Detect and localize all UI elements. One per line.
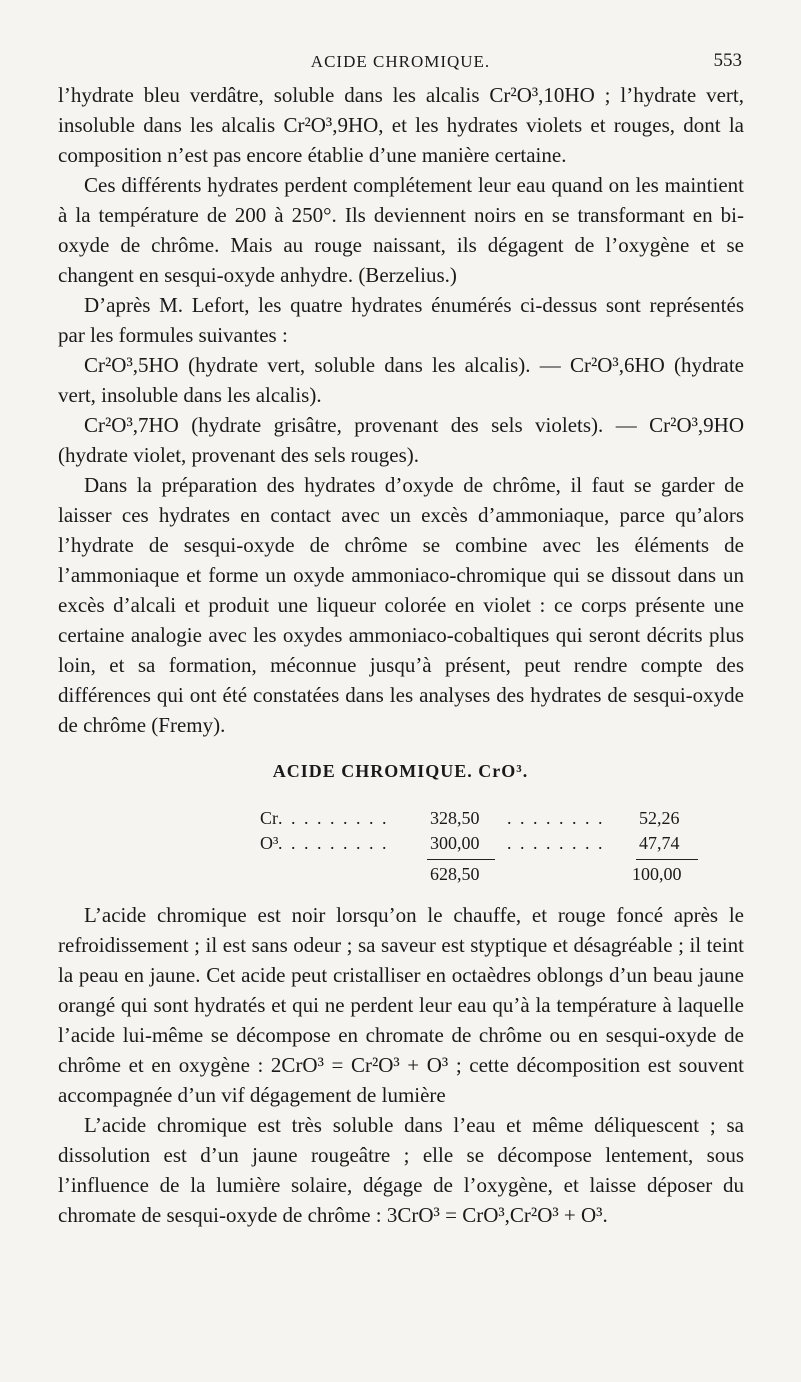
paragraph: l’hydrate bleu verdâtre, soluble dans les alcalis Cr²O³,10HO ; l’hydrate vert, insoluble dans les alcalis Cr²O³,9HO, et les hydrates violets et rouges, dont la composition n’est pas encore établie d’une manière certaine. bbox=[58, 83, 744, 167]
leader-dots: . . . . . . . . bbox=[507, 833, 605, 853]
paragraph: Cr²O³,7HO (hydrate grisâtre, provenant des sels violets). — Cr²O³,9HO (hydrate violet, provenant des sels rouges). bbox=[58, 413, 744, 467]
body-text-top bbox=[58, 80, 744, 740]
weight-value: 300,00 bbox=[430, 833, 480, 853]
total-weight: 628,50 bbox=[430, 864, 480, 884]
percent-value: 47,74 bbox=[639, 833, 680, 853]
paragraph: L’acide chromique est noir lorsqu’on le chauffe, et rouge foncé après le refroidissement ; il est sans odeur ; sa saveur est styptique et désagréable ; il teint la peau en jaune. Cet acide peut cristalliser en octaèdres oblongs d’un beau jaune orangé qui sont hydratés et qui ne perdent leur eau qu’à la température à laquelle l’acide lui-même se décompose en chromate de chrôme ou en sesqui-oxyde de chrôme et en oxygène : 2CrO³ = Cr²O³ + O³ ; cette décomposition est souvent accompagnée d’un vif dégagement de lumière bbox=[58, 903, 744, 1107]
sum-rule bbox=[427, 859, 495, 860]
leader-dots: . . . . . . . . bbox=[507, 808, 605, 828]
paragraph: Dans la préparation des hydrates d’oxyde de chrôme, il faut se garder de laisser ces hydrates en contact avec un excès d’ammoniaque, parce qu’alors l’hydrate de sesqui-oxyde de chrôme se combine avec les éléments de l’ammoniaque et forme un oxyde ammoniaco-chromique qui se dissout dans un excès d’alcali et produit une liqueur colorée en violet : ce corps présente une certaine analogie avec les oxydes ammoniaco-cobaltiques qui seront décrits plus loin, et sa formation, méconnue jusqu’à présent, peut rendre compte des différences qui ont été constatées dans les analyses des hydrates de sesqui-oxyde de chrôme (Fremy). bbox=[58, 473, 744, 737]
page-number: 553 bbox=[713, 50, 742, 71]
paragraph: L’acide chromique est très soluble dans l’eau et même déliquescent ; sa dissolution est d’un jaune rougeâtre ; elle se décompose lentement, sous l’influence de la lumière solaire, dégage de l’oxygène, et laisse déposer du chromate de sesqui-oxyde de chrôme : 3CrO³ = CrO³,Cr²O³ + O³. bbox=[58, 1113, 744, 1227]
leader-dots: . . . . . . . . . bbox=[278, 833, 389, 853]
section-heading: ACIDE CHROMIQUE. CrO³. bbox=[272, 761, 529, 781]
leader-dots: . . . . . . . . . bbox=[278, 808, 389, 828]
body-text-bottom bbox=[58, 900, 744, 1230]
totals-row bbox=[260, 864, 710, 890]
page-header bbox=[0, 48, 801, 78]
total-percent: 100,00 bbox=[632, 864, 682, 884]
table-row bbox=[260, 833, 710, 858]
table-row bbox=[260, 808, 710, 833]
paragraph: Ces différents hydrates perdent complétement leur eau quand on les maintient à la température de 200 à 250°. Ils deviennent noirs en se transformant en bi-oxyde de chrôme. Mais au rouge naissant, ils dégagent de l’oxygène et se changent en sesqui-oxyde anhydre. (Berzelius.) bbox=[58, 173, 744, 287]
running-title: ACIDE CHROMIQUE. bbox=[310, 52, 491, 71]
composition-table bbox=[260, 808, 710, 884]
percent-value: 52,26 bbox=[639, 808, 680, 828]
paragraph: Cr²O³,5HO (hydrate vert, soluble dans les alcalis). — Cr²O³,6HO (hydrate vert, insoluble dans les alcalis). bbox=[58, 353, 744, 407]
element-symbol: Cr bbox=[260, 808, 278, 828]
paragraph: D’après M. Lefort, les quatre hydrates énumérés ci-dessus sont représentés par les formules suivantes : bbox=[58, 293, 744, 347]
element-symbol: O³ bbox=[260, 833, 279, 853]
weight-value: 328,50 bbox=[430, 808, 480, 828]
sum-rule bbox=[636, 859, 698, 860]
